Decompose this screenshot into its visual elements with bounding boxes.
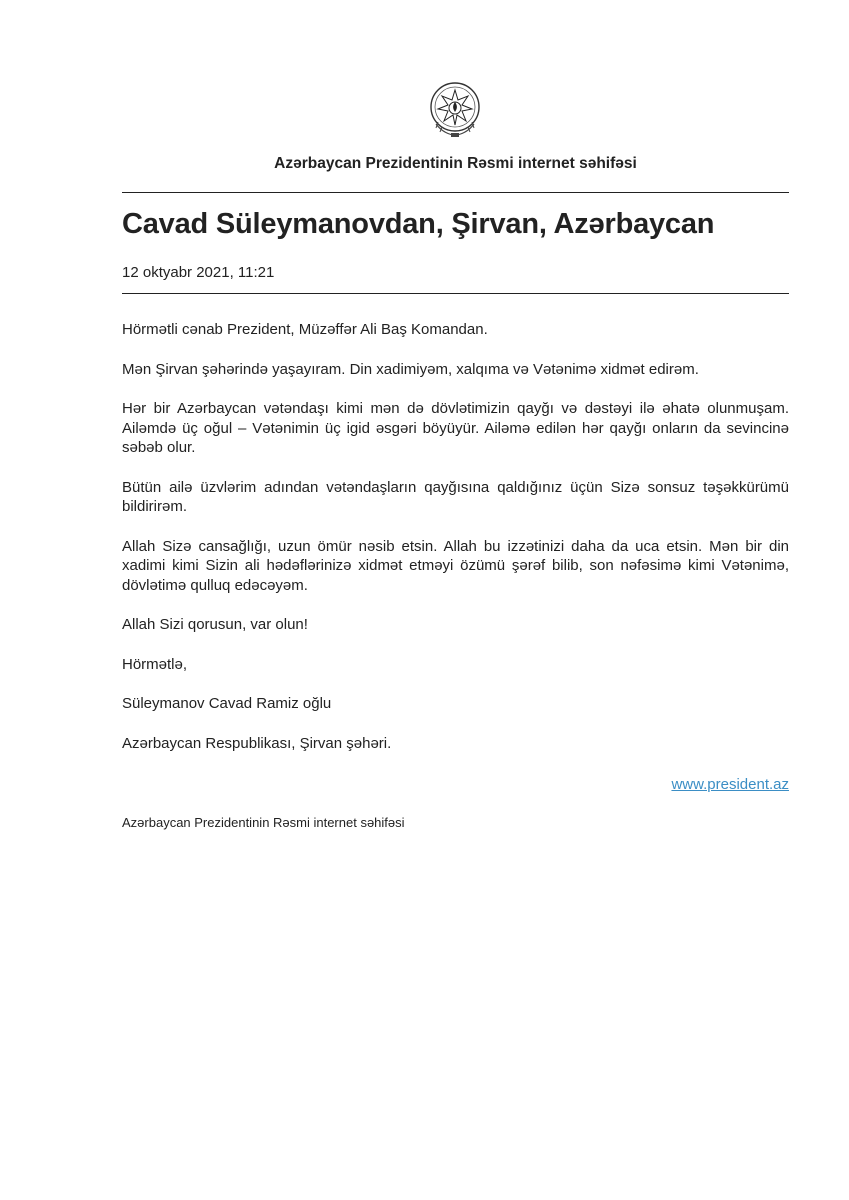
header-divider [122,192,789,193]
page-footer: Azərbaycan Prezidentinin Rəsmi internet səhifəsi [122,815,405,830]
paragraph-prayer: Allah Sizə cansağlığı, uzun ömür nəsib etsin. Allah bu izzətinizi daha da uca etsin. Mən bir din xadimi kimi Sizin ali hədəflərinizə xidmət etməyi özümü şərəf bilib, son nəfəsimə kimi Vətənimə, dövlətimə qulluq edəcəyəm. [122,537,789,594]
paragraph-location: Azərbaycan Respublikası, Şirvan şəhəri. [122,734,392,752]
article-date: 12 oktyabr 2021, 11:21 [122,264,275,281]
paragraph-signature: Süleymanov Cavad Ramiz oğlu [122,695,332,712]
state-emblem-icon [426,78,484,140]
president-site-link[interactable]: www.president.az [671,776,789,793]
paragraph-family: Hər bir Azərbaycan vətəndaşı kimi mən də dövlətimizin qayğı və dəstəyi ilə əhatə olunmuşam. Ailəmdə üç oğul – Vətənimin üç igid əsgəri böyüyür. Ailəmə edilən hər qayğı onların da sevincinə səbəb olur. [122,400,789,456]
paragraph-blessing: Allah Sizi qorusun, var olun! [122,616,308,633]
paragraph-greeting: Hörmətli cənab Prezident, Müzəffər Ali Baş Komandan. [122,321,488,338]
article-body [122,320,789,773]
paragraph-regards: Hörmətlə, [122,655,188,673]
site-header-title: Azərbaycan Prezidentinin Rəsmi internet səhifəsi [274,155,637,172]
paragraph-gratitude: Bütün ailə üzvlərim adından vətəndaşların qayğısına qaldığınız üçün Sizə sonsuz təşəkkürümü bildirirəm. [122,478,789,515]
article-title: Cavad Süleymanovdan, Şirvan, Azərbaycan [122,208,715,240]
paragraph-intro: Mən Şirvan şəhərində yaşayıram. Din xadimiyəm, xalqıma və Vətənimə xidmət edirəm. [122,360,699,378]
title-divider [122,293,789,294]
